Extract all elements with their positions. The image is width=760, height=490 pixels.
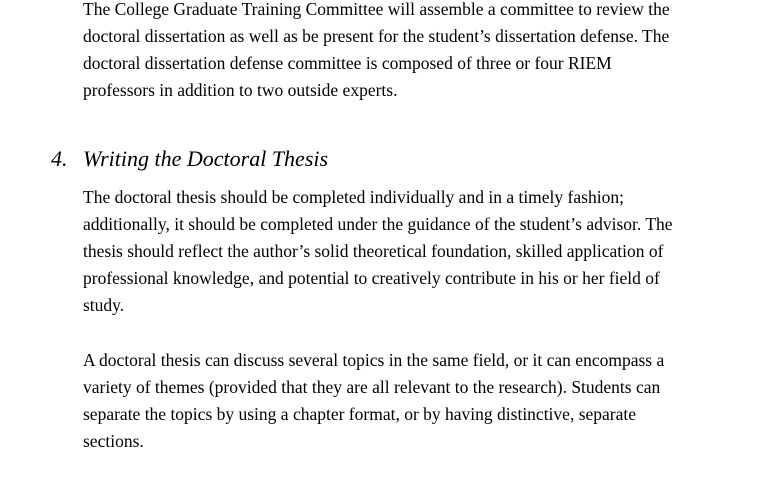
section-heading <box>51 144 328 174</box>
thesis-paragraph <box>83 184 743 319</box>
text-line: thesis should reflect the author’s solid theoretical foundation, skilled application of <box>83 241 664 261</box>
section-title: Writing the Doctoral Thesis <box>83 146 329 171</box>
text-line: additionally, it should be completed under the guidance of the student’s advisor. The <box>83 214 673 234</box>
text-line: doctoral dissertation defense committee is composed of three or four RIEM <box>83 53 612 73</box>
committee-paragraph <box>83 0 743 104</box>
text-line: doctoral dissertation as well as be present for the student’s dissertation defense. The <box>83 26 670 46</box>
section-number: 4. <box>51 146 68 171</box>
text-line: sections. <box>83 431 144 451</box>
topics-paragraph <box>83 347 743 455</box>
text-line: The College Graduate Training Committee will assemble a committee to review the <box>83 0 670 19</box>
text-line: study. <box>83 295 125 315</box>
text-line: A doctoral thesis can discuss several topics in the same field, or it can encompass a <box>83 350 665 370</box>
text-line: professors in addition to two outside experts. <box>83 80 398 100</box>
text-line: The doctoral thesis should be completed individually and in a timely fashion; <box>83 187 624 207</box>
text-line: variety of themes (provided that they are all relevant to the research). Students can <box>83 377 661 397</box>
text-line: separate the topics by using a chapter format, or by having distinctive, separate <box>83 404 637 424</box>
text-line: professional knowledge, and potential to creatively contribute in his or her field of <box>83 268 660 288</box>
